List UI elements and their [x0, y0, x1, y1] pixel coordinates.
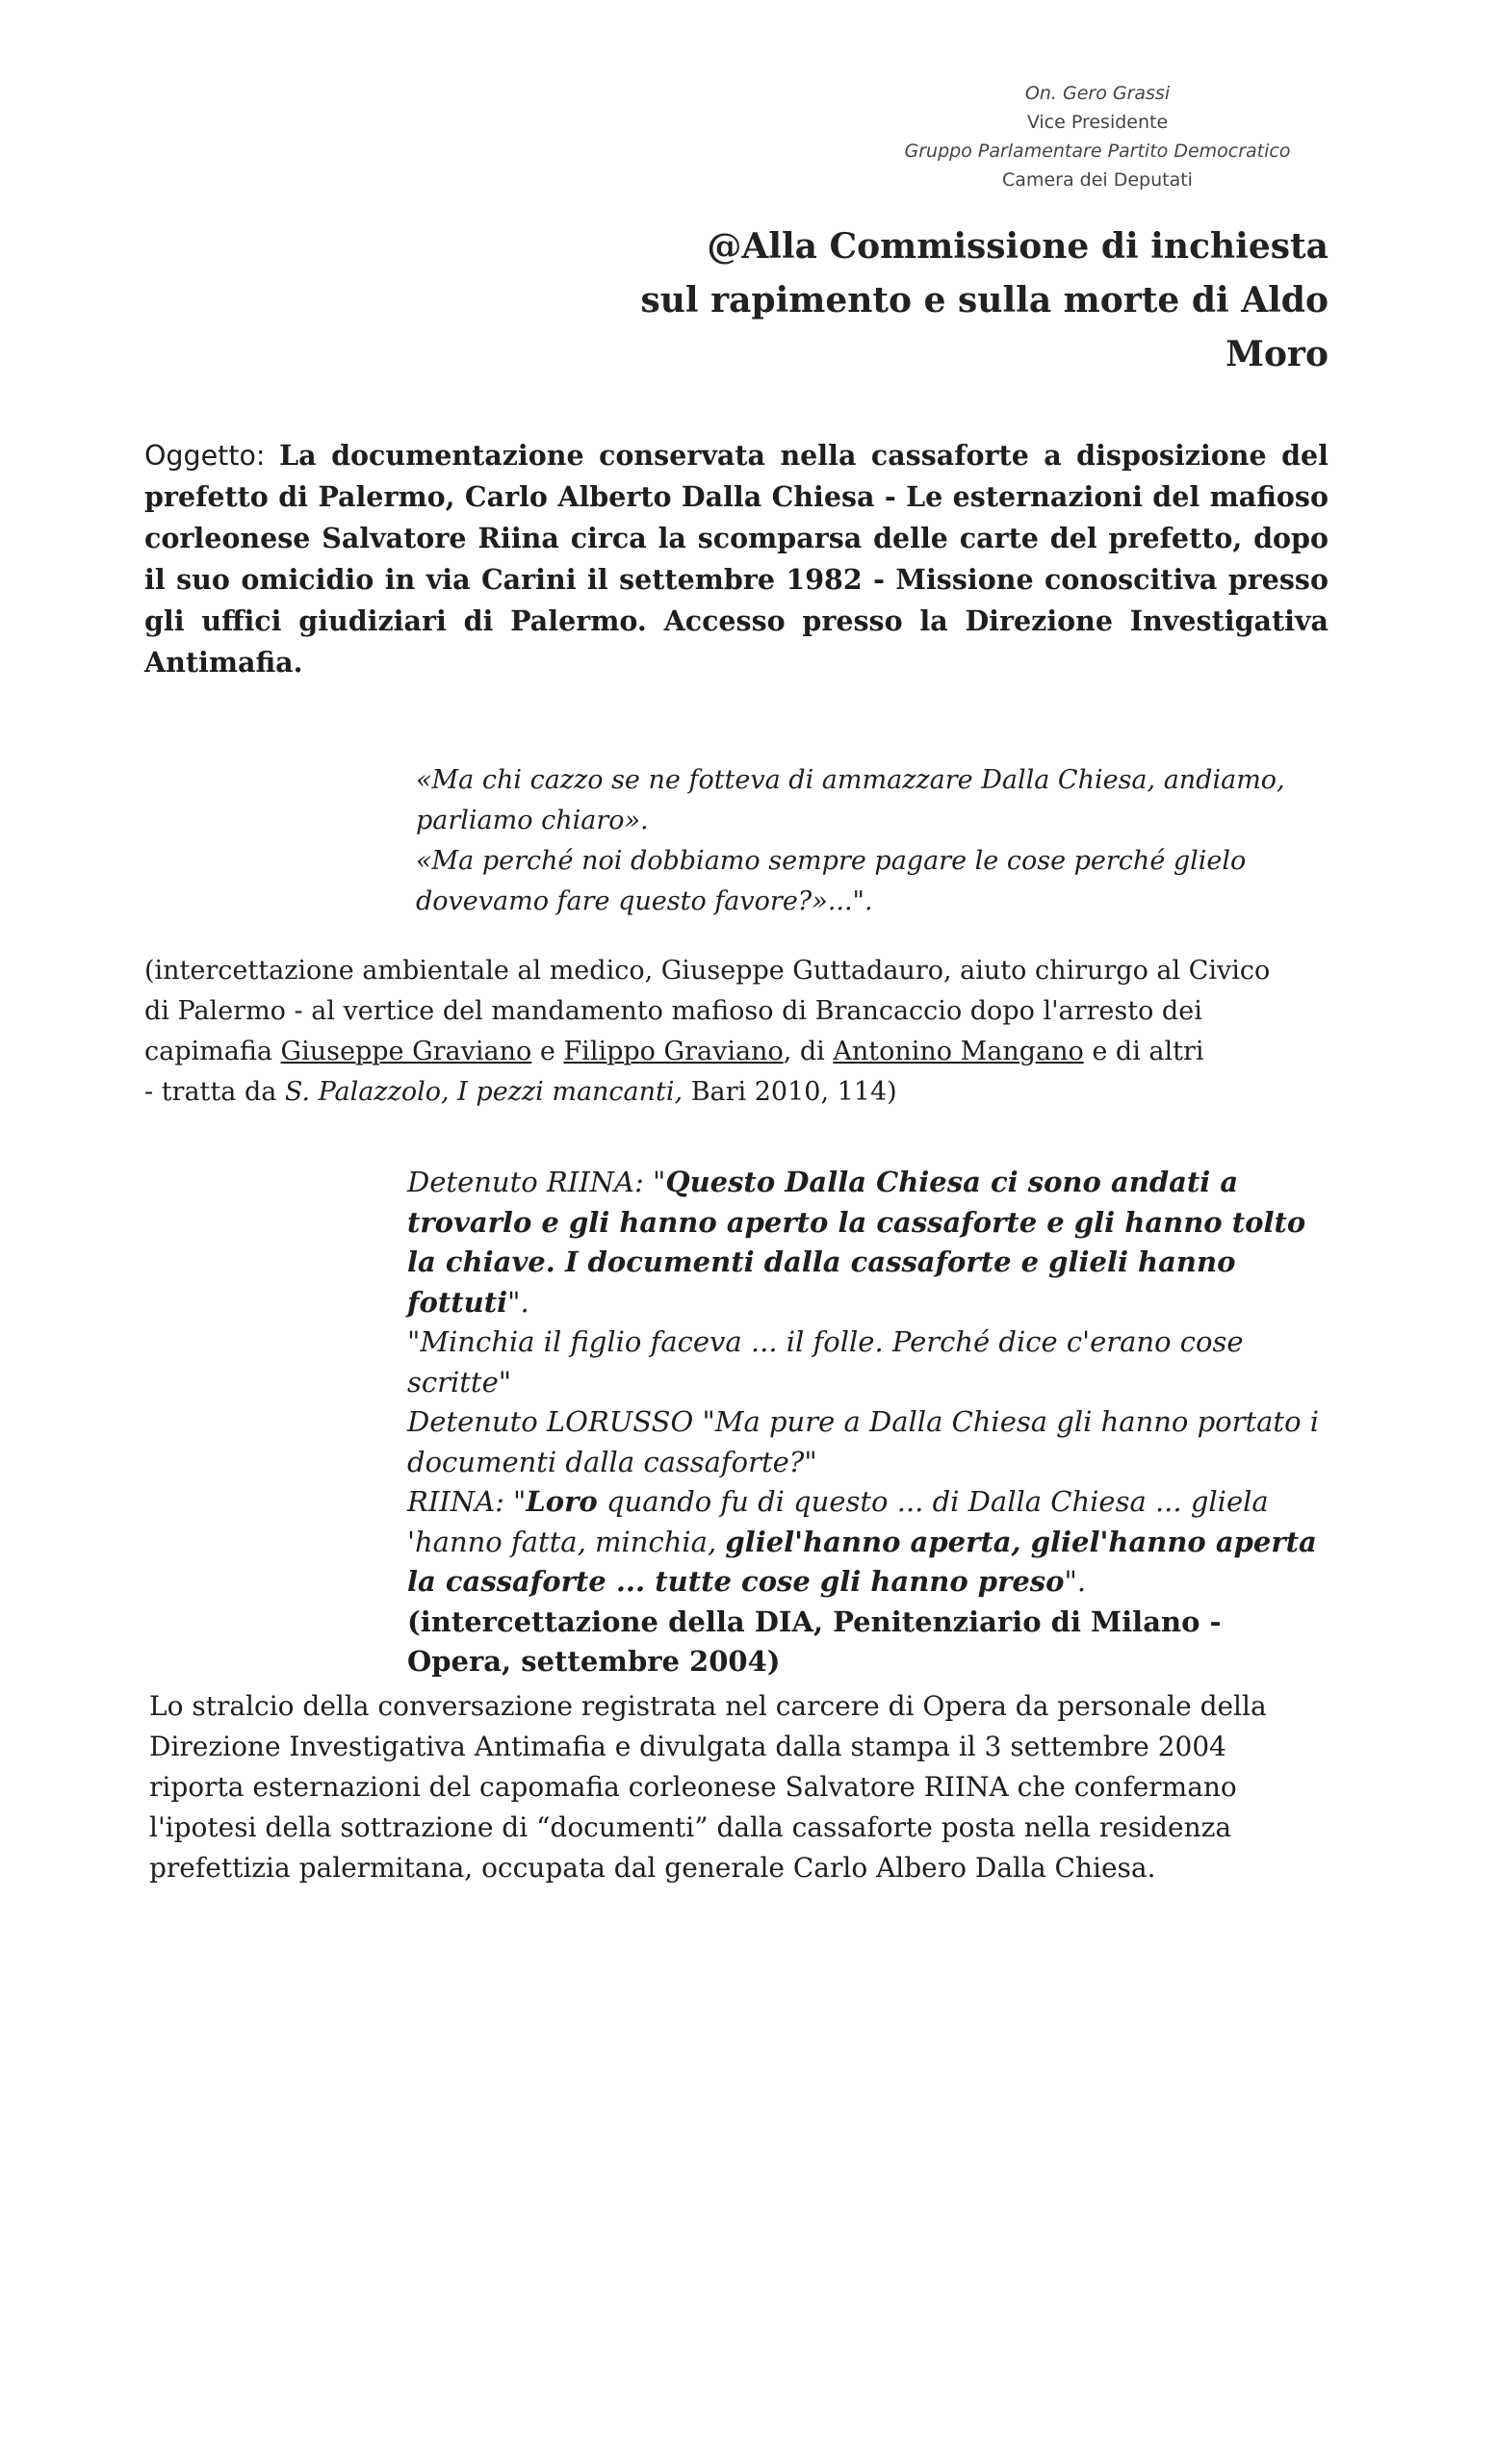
- transcript-emphasis: Loro: [526, 1485, 598, 1518]
- source-text: capimafia: [144, 1037, 281, 1066]
- source-text: , di: [783, 1037, 834, 1066]
- riina-transcript: [407, 1163, 1331, 1682]
- source-text: e di altri: [1083, 1037, 1204, 1066]
- person-link-antonino-mangano: Antonino Mangano: [833, 1037, 1084, 1066]
- citation-author: S. Palazzolo,: [284, 1077, 450, 1107]
- sender-role: Vice Presidente: [1026, 112, 1169, 133]
- first-quote-source: [144, 951, 1328, 1113]
- transcript-paragraph: "Minchia il figlio faceva ... il folle. Perché dice c'erano cose scritte": [407, 1325, 1244, 1399]
- first-quote-line: «Ma perché noi dobbiamo sempre pagare le cose perché glielo: [416, 846, 1247, 876]
- citation-title: I pezzi mancanti,: [449, 1077, 684, 1107]
- subject-paragraph: [144, 435, 1328, 683]
- first-quote-line: «Ma chi cazzo se ne fotteva di ammazzare Dalla Chiesa, andiamo,: [416, 765, 1285, 795]
- transcript-emphasis: gliel'hanno aperta, gliel'hanno aperta la cassaforte ... tutte cose gli hanno preso: [407, 1525, 1317, 1598]
- recipient-line-1: @Alla Commissione di inchiesta: [707, 226, 1328, 267]
- source-text: e: [531, 1037, 564, 1066]
- transcript-source: (intercettazione della DIA, Penitenziario di Milano - Opera, settembre 2004): [407, 1604, 1222, 1678]
- sender-group: Gruppo Parlamentare Partito Democratico: [904, 141, 1291, 162]
- first-quote-line: parliamo chiaro».: [416, 806, 649, 835]
- source-line: [144, 1032, 1328, 1072]
- transcript-paragraph: [407, 1482, 1331, 1603]
- recipient-line-2: sul rapimento e sulla morte di Aldo Moro: [640, 280, 1328, 374]
- transcript-emphasis: Questo Dalla Chiesa ci sono andati a trovarlo e gli hanno aperto la cassaforte e gli hanno tolto la chiave. I documenti dalla cassaforte e glieli hanno fottuti: [407, 1166, 1306, 1319]
- subject-text: La documentazione conservata nella cassaforte a disposizione del prefetto di Palermo, Carlo Alberto Dalla Chiesa - Le esternazioni del mafioso corleonese Salvatore Riina circa la scomparsa delle carte del prefetto, dopo il suo omicidio in via Carini il settembre 1982 - Missione conoscitiva presso gli uffici giudiziari di Palermo. Accesso presso la Direzione Investigativa Antimafia.: [144, 439, 1328, 679]
- subject-label: Oggetto:: [144, 440, 266, 472]
- sender-name: On. Gero Grassi: [1024, 83, 1171, 104]
- source-line: [144, 1072, 1328, 1113]
- citation-details: Bari 2010, 114): [683, 1077, 897, 1107]
- closing-text: Lo stralcio della conversazione registrata nel carcere di Opera da personale della Direzione Investigativa Antimafia e divulgata dalla stampa il 3 settembre 2004 riporta esternazioni del capomafia corleonese Salvatore RIINA che confermano l'ipotesi della sottrazione di “documenti” dalla cassaforte posta nella residenza prefettizia palermitana, occupata dal generale Carlo Albero Dalla Chiesa.: [149, 1690, 1267, 1884]
- first-quote: [416, 760, 1328, 922]
- person-link-giuseppe-graviano: Giuseppe Graviano: [280, 1037, 532, 1066]
- source-line: di Palermo - al vertice del mandamento mafioso di Brancaccio dopo l'arresto dei: [144, 996, 1202, 1026]
- source-text: - tratta da: [144, 1077, 285, 1107]
- transcript-text: quando fu di questo ... di Dalla Chiesa ... gliela 'hanno fatta, minchia,: [407, 1485, 1269, 1558]
- closing-paragraph: [149, 1686, 1328, 1888]
- letterhead: [847, 79, 1348, 194]
- transcript-text: ".: [1064, 1565, 1087, 1598]
- person-link-filippo-graviano: Filippo Graviano: [563, 1037, 784, 1066]
- transcript-paragraph: Detenuto LORUSSO "Ma pure a Dalla Chiesa gli hanno portato i documenti dalla cassaforte?": [407, 1405, 1320, 1478]
- recipient-block: [539, 219, 1328, 381]
- speaker-label: RIINA: ": [407, 1485, 527, 1518]
- sender-chamber: Camera dei Deputati: [1002, 169, 1193, 191]
- speaker-label: Detenuto RIINA: ": [407, 1166, 666, 1198]
- transcript-text: ".: [507, 1285, 529, 1319]
- source-line: (intercettazione ambientale al medico, Giuseppe Guttadauro, aiuto chirurgo al Civico: [144, 956, 1271, 986]
- transcript-paragraph: [407, 1163, 1331, 1322]
- first-quote-line: dovevamo fare questo favore?»...".: [416, 886, 873, 916]
